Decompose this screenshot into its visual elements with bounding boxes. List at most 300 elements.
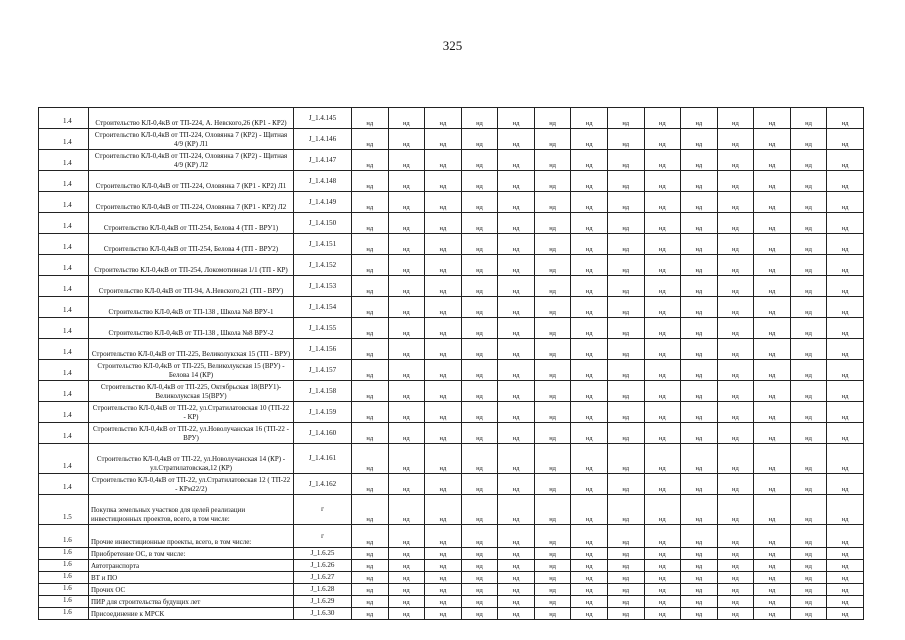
value-cell: нд bbox=[754, 171, 791, 192]
value-cell: нд bbox=[534, 474, 571, 495]
value-cell: нд bbox=[827, 525, 864, 548]
value-cell: нд bbox=[790, 584, 827, 596]
value-cell: нд bbox=[352, 596, 389, 608]
row-code: J_1.4.161 bbox=[294, 444, 352, 474]
value-cell: нд bbox=[827, 255, 864, 276]
value-cell: нд bbox=[498, 360, 535, 381]
row-number: 1.4 bbox=[39, 255, 89, 276]
table-row bbox=[39, 596, 864, 608]
value-cell: нд bbox=[754, 318, 791, 339]
value-cell: нд bbox=[461, 584, 498, 596]
row-code: J_1.4.159 bbox=[294, 402, 352, 423]
value-cell: нд bbox=[461, 171, 498, 192]
value-cell: нд bbox=[388, 381, 425, 402]
table-row bbox=[39, 339, 864, 360]
value-cell: нд bbox=[644, 213, 681, 234]
row-title: Строительство КЛ-0,4кВ от ТП-22, ул.Стратилатовская 10 (ТП-22 - КР) bbox=[89, 402, 294, 423]
value-cell: нд bbox=[352, 297, 389, 318]
value-cell: нд bbox=[790, 297, 827, 318]
value-cell: нд bbox=[425, 129, 462, 150]
value-cell: нд bbox=[498, 608, 535, 620]
value-cell: нд bbox=[352, 402, 389, 423]
value-cell: нд bbox=[534, 584, 571, 596]
value-cell: нд bbox=[461, 381, 498, 402]
value-cell: нд bbox=[644, 560, 681, 572]
value-cell: нд bbox=[790, 548, 827, 560]
value-cell: нд bbox=[534, 129, 571, 150]
value-cell: нд bbox=[607, 150, 644, 171]
table-row bbox=[39, 234, 864, 255]
value-cell: нд bbox=[571, 234, 608, 255]
value-cell: нд bbox=[754, 192, 791, 213]
table-row bbox=[39, 381, 864, 402]
value-cell: нд bbox=[388, 560, 425, 572]
value-cell: нд bbox=[461, 192, 498, 213]
row-code: J_1.4.160 bbox=[294, 423, 352, 444]
row-number: 1.4 bbox=[39, 108, 89, 129]
value-cell: нд bbox=[790, 402, 827, 423]
row-code: J_1.6.28 bbox=[294, 584, 352, 596]
value-cell: нд bbox=[498, 495, 535, 525]
row-code: г bbox=[294, 525, 352, 548]
value-cell: нд bbox=[425, 474, 462, 495]
value-cell: нд bbox=[425, 171, 462, 192]
value-cell: нд bbox=[790, 234, 827, 255]
value-cell: нд bbox=[425, 584, 462, 596]
value-cell: нд bbox=[425, 213, 462, 234]
value-cell: нд bbox=[681, 108, 718, 129]
value-cell: нд bbox=[827, 234, 864, 255]
value-cell: нд bbox=[534, 276, 571, 297]
value-cell: нд bbox=[644, 171, 681, 192]
value-cell: нд bbox=[498, 213, 535, 234]
value-cell: нд bbox=[571, 129, 608, 150]
row-title: Строительство КЛ-0,4кВ от ТП-225, Октябрьская 18(ВРУ1)- Великолукская 15(ВРУ) bbox=[89, 381, 294, 402]
value-cell: нд bbox=[498, 381, 535, 402]
row-title: Строительство КЛ-0,4кВ от ТП-22, ул.Стратилатовская 12 ( ТП-22 - КРм22/2) bbox=[89, 474, 294, 495]
value-cell: нд bbox=[644, 596, 681, 608]
value-cell: нд bbox=[790, 474, 827, 495]
value-cell: нд bbox=[571, 584, 608, 596]
row-code: J_1.4.147 bbox=[294, 150, 352, 171]
value-cell: нд bbox=[827, 276, 864, 297]
value-cell: нд bbox=[388, 255, 425, 276]
table-row bbox=[39, 108, 864, 129]
value-cell: нд bbox=[790, 596, 827, 608]
value-cell: нд bbox=[534, 297, 571, 318]
row-title: Прочих ОС bbox=[89, 584, 294, 596]
value-cell: нд bbox=[352, 572, 389, 584]
value-cell: нд bbox=[534, 596, 571, 608]
value-cell: нд bbox=[790, 525, 827, 548]
value-cell: нд bbox=[717, 474, 754, 495]
value-cell: нд bbox=[790, 572, 827, 584]
value-cell: нд bbox=[681, 572, 718, 584]
value-cell: нд bbox=[571, 255, 608, 276]
row-title: Строительство КЛ-0,4кВ от ТП-22, ул.Новолучанская 16 (ТП-22 - ВРУ) bbox=[89, 423, 294, 444]
row-number: 1.6 bbox=[39, 548, 89, 560]
value-cell: нд bbox=[571, 108, 608, 129]
value-cell: нд bbox=[607, 474, 644, 495]
value-cell: нд bbox=[681, 525, 718, 548]
row-title: Строительство КЛ-0,4кВ от ТП-22, ул.Новолучанская 14 (КР) - ул.Стратилатовская,12 (КР) bbox=[89, 444, 294, 474]
value-cell: нд bbox=[754, 584, 791, 596]
value-cell: нд bbox=[461, 444, 498, 474]
value-cell: нд bbox=[607, 381, 644, 402]
row-title: Покупка земельных участков для целей реализации инвестиционных проектов, всего, в том числе: bbox=[89, 495, 294, 525]
value-cell: нд bbox=[717, 572, 754, 584]
value-cell: нд bbox=[827, 402, 864, 423]
value-cell: нд bbox=[534, 381, 571, 402]
value-cell: нд bbox=[681, 596, 718, 608]
value-cell: нд bbox=[644, 129, 681, 150]
table-row bbox=[39, 402, 864, 423]
row-code: J_1.4.151 bbox=[294, 234, 352, 255]
row-number: 1.4 bbox=[39, 171, 89, 192]
value-cell: нд bbox=[534, 572, 571, 584]
value-cell: нд bbox=[571, 548, 608, 560]
value-cell: нд bbox=[607, 297, 644, 318]
value-cell: нд bbox=[607, 572, 644, 584]
value-cell: нд bbox=[644, 525, 681, 548]
value-cell: нд bbox=[607, 525, 644, 548]
value-cell: нд bbox=[827, 150, 864, 171]
row-code: J_1.6.25 bbox=[294, 548, 352, 560]
value-cell: нд bbox=[352, 339, 389, 360]
value-cell: нд bbox=[498, 444, 535, 474]
table-row bbox=[39, 548, 864, 560]
value-cell: нд bbox=[644, 108, 681, 129]
value-cell: нд bbox=[644, 234, 681, 255]
row-number: 1.4 bbox=[39, 360, 89, 381]
value-cell: нд bbox=[790, 171, 827, 192]
row-title: Строительство КЛ-0,4кВ от ТП-225, Великолукская 15 (ТП - ВРУ) bbox=[89, 339, 294, 360]
value-cell: нд bbox=[754, 444, 791, 474]
value-cell: нд bbox=[461, 548, 498, 560]
value-cell: нд bbox=[607, 192, 644, 213]
value-cell: нд bbox=[681, 318, 718, 339]
value-cell: нд bbox=[790, 129, 827, 150]
row-title: Строительство КЛ-0,4кВ от ТП-254, Локомотивная 1/1 (ТП - КР) bbox=[89, 255, 294, 276]
table-row bbox=[39, 560, 864, 572]
value-cell: нд bbox=[461, 297, 498, 318]
table-row bbox=[39, 525, 864, 548]
value-cell: нд bbox=[461, 150, 498, 171]
row-title: Строительство КЛ-0,4кВ от ТП-224, Оловянка 7 (КР1 - КР2) Л2 bbox=[89, 192, 294, 213]
value-cell: нд bbox=[754, 423, 791, 444]
value-cell: нд bbox=[607, 213, 644, 234]
value-cell: нд bbox=[388, 339, 425, 360]
row-code: J_1.4.148 bbox=[294, 171, 352, 192]
value-cell: нд bbox=[534, 234, 571, 255]
value-cell: нд bbox=[827, 360, 864, 381]
value-cell: нд bbox=[717, 548, 754, 560]
value-cell: нд bbox=[461, 318, 498, 339]
table-row bbox=[39, 192, 864, 213]
value-cell: нд bbox=[425, 572, 462, 584]
table-row bbox=[39, 572, 864, 584]
value-cell: нд bbox=[607, 596, 644, 608]
value-cell: нд bbox=[425, 255, 462, 276]
row-title: Строительство КЛ-0,4кВ от ТП-225, Великолукская 15 (ВРУ) - Белова 14 (КР) bbox=[89, 360, 294, 381]
value-cell: нд bbox=[352, 423, 389, 444]
value-cell: нд bbox=[352, 548, 389, 560]
value-cell: нд bbox=[607, 255, 644, 276]
value-cell: нд bbox=[425, 234, 462, 255]
row-code: J_1.4.149 bbox=[294, 192, 352, 213]
value-cell: нд bbox=[607, 495, 644, 525]
value-cell: нд bbox=[571, 318, 608, 339]
value-cell: нд bbox=[717, 423, 754, 444]
table-row bbox=[39, 495, 864, 525]
value-cell: нд bbox=[717, 171, 754, 192]
value-cell: нд bbox=[571, 525, 608, 548]
value-cell: нд bbox=[571, 474, 608, 495]
value-cell: нд bbox=[681, 548, 718, 560]
value-cell: нд bbox=[644, 276, 681, 297]
value-cell: нд bbox=[571, 360, 608, 381]
value-cell: нд bbox=[827, 444, 864, 474]
row-number: 1.4 bbox=[39, 150, 89, 171]
value-cell: нд bbox=[352, 276, 389, 297]
value-cell: нд bbox=[498, 255, 535, 276]
value-cell: нд bbox=[681, 608, 718, 620]
value-cell: нд bbox=[388, 150, 425, 171]
value-cell: нд bbox=[425, 596, 462, 608]
value-cell: нд bbox=[534, 213, 571, 234]
value-cell: нд bbox=[425, 339, 462, 360]
investment-table bbox=[38, 107, 864, 620]
value-cell: нд bbox=[681, 213, 718, 234]
value-cell: нд bbox=[461, 234, 498, 255]
value-cell: нд bbox=[827, 339, 864, 360]
value-cell: нд bbox=[498, 129, 535, 150]
value-cell: нд bbox=[681, 584, 718, 596]
value-cell: нд bbox=[717, 444, 754, 474]
value-cell: нд bbox=[644, 339, 681, 360]
value-cell: нд bbox=[681, 495, 718, 525]
table-row bbox=[39, 297, 864, 318]
value-cell: нд bbox=[534, 171, 571, 192]
value-cell: нд bbox=[681, 444, 718, 474]
value-cell: нд bbox=[388, 192, 425, 213]
value-cell: нд bbox=[607, 339, 644, 360]
value-cell: нд bbox=[644, 318, 681, 339]
value-cell: нд bbox=[644, 255, 681, 276]
value-cell: нд bbox=[607, 560, 644, 572]
value-cell: нд bbox=[790, 150, 827, 171]
value-cell: нд bbox=[717, 129, 754, 150]
row-number: 1.4 bbox=[39, 129, 89, 150]
value-cell: нд bbox=[571, 423, 608, 444]
value-cell: нд bbox=[717, 402, 754, 423]
value-cell: нд bbox=[461, 495, 498, 525]
value-cell: нд bbox=[388, 548, 425, 560]
value-cell: нд bbox=[352, 171, 389, 192]
value-cell: нд bbox=[571, 402, 608, 423]
row-title: Строительство КЛ-0,4кВ от ТП-224, Оловянка 7 (КР2) - Щитная 4/9 (КР) Л2 bbox=[89, 150, 294, 171]
value-cell: нд bbox=[352, 474, 389, 495]
value-cell: нд bbox=[425, 525, 462, 548]
value-cell: нд bbox=[461, 108, 498, 129]
value-cell: нд bbox=[571, 495, 608, 525]
value-cell: нд bbox=[827, 548, 864, 560]
value-cell: нд bbox=[352, 584, 389, 596]
value-cell: нд bbox=[461, 402, 498, 423]
value-cell: нд bbox=[534, 495, 571, 525]
value-cell: нд bbox=[754, 297, 791, 318]
value-cell: нд bbox=[790, 495, 827, 525]
value-cell: нд bbox=[717, 495, 754, 525]
value-cell: нд bbox=[681, 560, 718, 572]
value-cell: нд bbox=[461, 474, 498, 495]
value-cell: нд bbox=[607, 444, 644, 474]
row-code: J_1.4.145 bbox=[294, 108, 352, 129]
row-number: 1.4 bbox=[39, 381, 89, 402]
value-cell: нд bbox=[717, 213, 754, 234]
value-cell: нд bbox=[534, 423, 571, 444]
value-cell: нд bbox=[607, 171, 644, 192]
row-number: 1.6 bbox=[39, 584, 89, 596]
value-cell: нд bbox=[754, 276, 791, 297]
row-title: Строительство КЛ-0,4кВ от ТП-224, Оловянка 7 (КР2) - Щитная 4/9 (КР) Л1 bbox=[89, 129, 294, 150]
value-cell: нд bbox=[827, 129, 864, 150]
row-code: J_1.6.26 bbox=[294, 560, 352, 572]
table-row bbox=[39, 423, 864, 444]
value-cell: нд bbox=[461, 255, 498, 276]
value-cell: нд bbox=[607, 608, 644, 620]
value-cell: нд bbox=[571, 150, 608, 171]
value-cell: нд bbox=[754, 339, 791, 360]
value-cell: нд bbox=[388, 318, 425, 339]
value-cell: нд bbox=[681, 423, 718, 444]
value-cell: нд bbox=[790, 255, 827, 276]
value-cell: нд bbox=[754, 255, 791, 276]
value-cell: нд bbox=[352, 560, 389, 572]
table-row bbox=[39, 360, 864, 381]
value-cell: нд bbox=[717, 339, 754, 360]
value-cell: нд bbox=[754, 495, 791, 525]
value-cell: нд bbox=[461, 276, 498, 297]
table-row bbox=[39, 608, 864, 620]
value-cell: нд bbox=[644, 548, 681, 560]
value-cell: нд bbox=[388, 213, 425, 234]
value-cell: нд bbox=[717, 318, 754, 339]
row-code: J_1.4.162 bbox=[294, 474, 352, 495]
value-cell: нд bbox=[425, 108, 462, 129]
row-code: J_1.6.30 bbox=[294, 608, 352, 620]
value-cell: нд bbox=[352, 318, 389, 339]
value-cell: нд bbox=[607, 108, 644, 129]
value-cell: нд bbox=[681, 339, 718, 360]
value-cell: нд bbox=[571, 192, 608, 213]
value-cell: нд bbox=[644, 360, 681, 381]
row-code: J_1.4.157 bbox=[294, 360, 352, 381]
value-cell: нд bbox=[754, 402, 791, 423]
value-cell: нд bbox=[498, 192, 535, 213]
value-cell: нд bbox=[754, 150, 791, 171]
value-cell: нд bbox=[827, 171, 864, 192]
row-title: Строительство КЛ-0,4кВ от ТП-224, А. Невского,26 (КР1 - КР2) bbox=[89, 108, 294, 129]
value-cell: нд bbox=[352, 108, 389, 129]
value-cell: нд bbox=[717, 596, 754, 608]
value-cell: нд bbox=[534, 548, 571, 560]
value-cell: нд bbox=[425, 423, 462, 444]
value-cell: нд bbox=[827, 318, 864, 339]
value-cell: нд bbox=[681, 255, 718, 276]
value-cell: нд bbox=[388, 108, 425, 129]
row-number: 1.4 bbox=[39, 213, 89, 234]
value-cell: нд bbox=[754, 108, 791, 129]
value-cell: нд bbox=[754, 213, 791, 234]
value-cell: нд bbox=[461, 596, 498, 608]
value-cell: нд bbox=[571, 444, 608, 474]
value-cell: нд bbox=[790, 213, 827, 234]
value-cell: нд bbox=[827, 608, 864, 620]
value-cell: нд bbox=[388, 444, 425, 474]
value-cell: нд bbox=[534, 525, 571, 548]
value-cell: нд bbox=[352, 213, 389, 234]
value-cell: нд bbox=[498, 474, 535, 495]
page-number: 325 bbox=[442, 38, 463, 53]
value-cell: нд bbox=[425, 444, 462, 474]
value-cell: нд bbox=[754, 129, 791, 150]
value-cell: нд bbox=[571, 171, 608, 192]
value-cell: нд bbox=[754, 474, 791, 495]
row-code: J_1.6.29 bbox=[294, 596, 352, 608]
row-title: ВТ и ПО bbox=[89, 572, 294, 584]
value-cell: нд bbox=[644, 444, 681, 474]
value-cell: нд bbox=[790, 339, 827, 360]
row-number: 1.4 bbox=[39, 339, 89, 360]
value-cell: нд bbox=[425, 297, 462, 318]
value-cell: нд bbox=[571, 381, 608, 402]
value-cell: нд bbox=[571, 572, 608, 584]
table-row bbox=[39, 318, 864, 339]
value-cell: нд bbox=[352, 360, 389, 381]
value-cell: нд bbox=[425, 150, 462, 171]
row-number: 1.4 bbox=[39, 318, 89, 339]
table-row bbox=[39, 129, 864, 150]
value-cell: нд bbox=[717, 525, 754, 548]
value-cell: нд bbox=[352, 129, 389, 150]
value-cell: нд bbox=[461, 129, 498, 150]
value-cell: нд bbox=[498, 402, 535, 423]
value-cell: нд bbox=[717, 150, 754, 171]
table-row bbox=[39, 150, 864, 171]
value-cell: нд bbox=[461, 608, 498, 620]
value-cell: нд bbox=[717, 297, 754, 318]
row-code: J_1.6.27 bbox=[294, 572, 352, 584]
value-cell: нд bbox=[352, 234, 389, 255]
value-cell: нд bbox=[352, 381, 389, 402]
row-title: Присоединение к МРСК bbox=[89, 608, 294, 620]
value-cell: нд bbox=[754, 548, 791, 560]
value-cell: нд bbox=[388, 234, 425, 255]
value-cell: нд bbox=[498, 584, 535, 596]
value-cell: нд bbox=[790, 423, 827, 444]
value-cell: нд bbox=[790, 444, 827, 474]
value-cell: нд bbox=[607, 402, 644, 423]
value-cell: нд bbox=[790, 318, 827, 339]
value-cell: нд bbox=[425, 192, 462, 213]
value-cell: нд bbox=[534, 150, 571, 171]
value-cell: нд bbox=[827, 495, 864, 525]
row-code: г bbox=[294, 495, 352, 525]
value-cell: нд bbox=[534, 360, 571, 381]
value-cell: нд bbox=[352, 150, 389, 171]
value-cell: нд bbox=[461, 560, 498, 572]
